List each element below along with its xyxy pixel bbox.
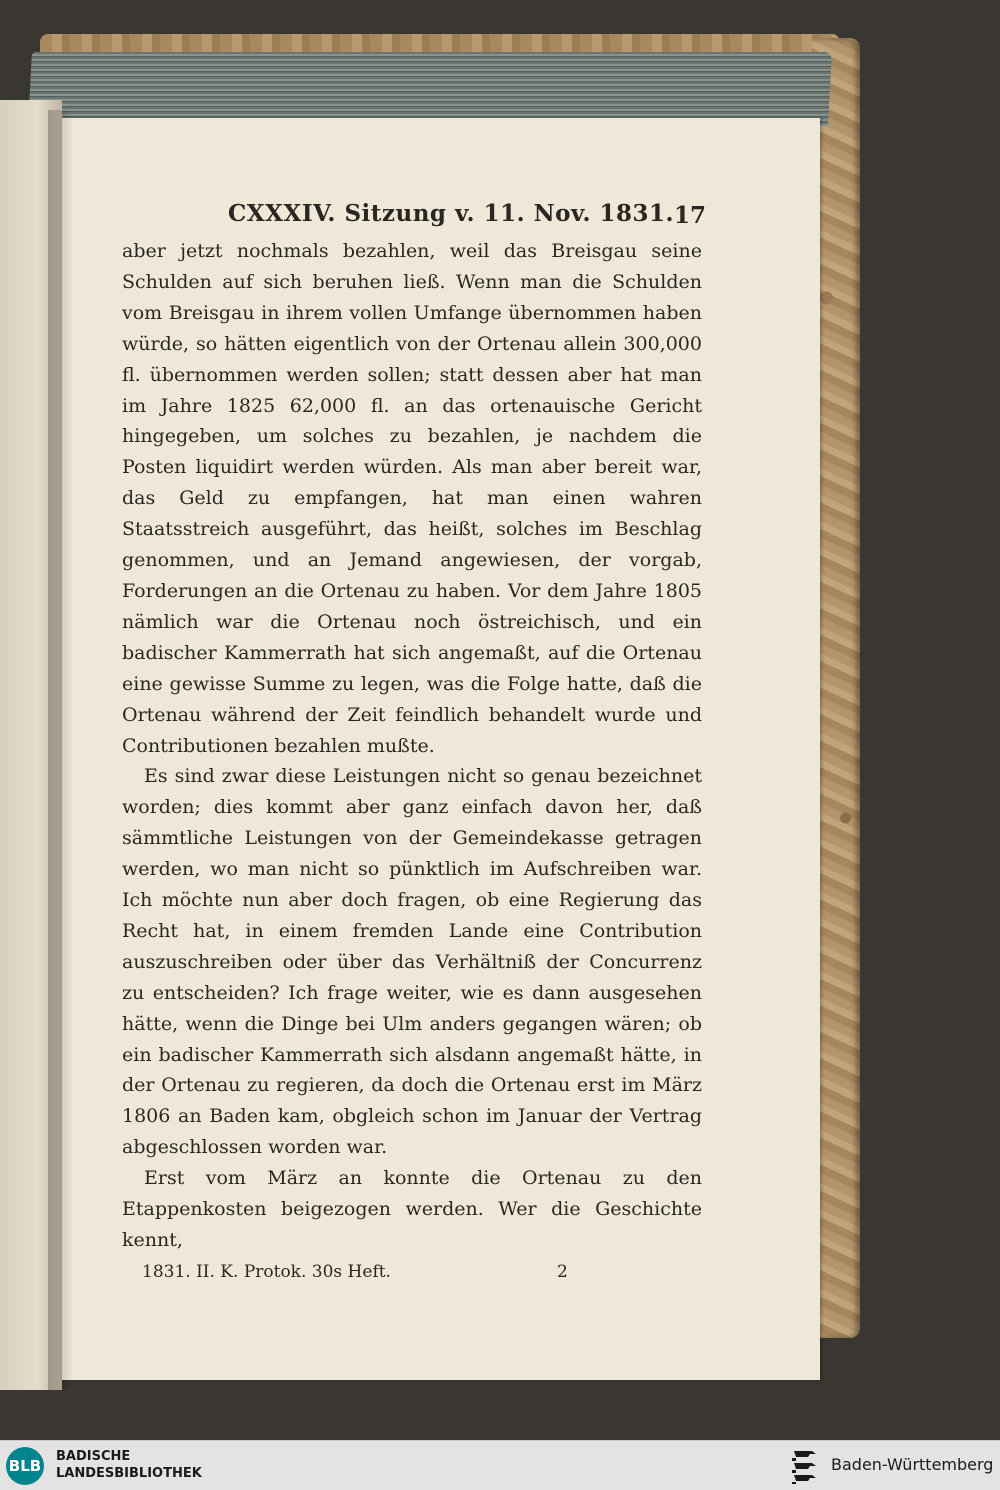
baden-wuerttemberg-lions-icon[interactable]	[790, 1447, 824, 1485]
footer-sheet-mark: 2	[557, 1261, 568, 1282]
page-content	[122, 190, 706, 1290]
running-head: CXXXIV. Sitzung v. 11. Nov. 1831.	[228, 200, 675, 227]
footer-signature: 1831. II. K. Protok. 30s Heft.	[142, 1261, 391, 1282]
spine-shadow	[48, 110, 74, 1390]
book-page	[62, 118, 820, 1380]
provider-banner	[0, 1440, 1000, 1490]
blb-logo-icon[interactable]: BLB	[6, 1447, 44, 1485]
page-number: 17	[673, 202, 706, 229]
page-block-edge	[28, 52, 832, 126]
paragraph-1: aber jetzt nochmals bezahlen, weil das Breisgau seine Schulden auf sich beruhen ließ. Wenn man die Schulden vom Breisgau in ihrem vollen Umfange übernommen haben würde, so hätten eigentlich von der Ortenau allein 300,000 fl. übernommen werden sollen; statt dessen aber hat man im Jahre 1825 62,000 fl. an das ortenauische Gericht hingegeben, um solches zu bezahlen, je nachdem die Posten liquidirt werden würden. Als man aber bereit war, das Geld zu empfangen, hat man einen wahren Staatsstreich ausgeführt, das heißt, solches im Beschlag genommen, und an Jemand angewiesen, der vorgab, Forderungen an die Ortenau zu haben. Vor dem Jahre 1805 nämlich war die Ortenau noch östreichisch, und ein badischer Kammerrath hat sich angemaßt, auf die Ortenau eine gewisse Summe zu legen, was die Folge hatte, daß die Ortenau während der Zeit feindlich behandelt wurde und Contributionen bezahlen mußte.	[122, 240, 702, 757]
blb-name-line2: LANDESBIBLIOTHEK	[56, 1466, 202, 1481]
paragraph-2: Es sind zwar diese Leistungen nicht so genau bezeichnet worden; dies kommt aber ganz einfach davon her, daß sämmtliche Leistungen von der Gemeindekasse getragen werden, wo man nicht so pünktlich im Aufschreiben war. Ich möchte nun aber doch fragen, ob eine Regierung das Recht hat, in einem fremden Lande eine Contribution auszuschreiben oder über das Verhältniß der Concurrenz zu entscheiden? Ich frage weiter, wie es dann ausgesehen hätte, wenn die Dinge bei Ulm anders gegangen wären; ob ein badischer Kammerrath sich alsdann angemaßt hätte, in der Ortenau zu regieren, da doch die Ortenau erst im März 1806 an Baden kam, obgleich schon im Januar der Vertrag abgeschlossen worden war.	[122, 765, 702, 1159]
paragraph-3: Erst vom März an konnte die Ortenau zu den Etappenkosten beigezogen werden. Wer die Geschichte kennt,	[122, 1167, 702, 1251]
page-header	[122, 190, 706, 236]
blb-name-line1: BADISCHE	[56, 1449, 131, 1464]
blb-name[interactable]	[56, 1448, 202, 1482]
page-footer	[122, 1262, 702, 1290]
baden-wuerttemberg-name[interactable]: Baden-Württemberg	[831, 1455, 994, 1474]
